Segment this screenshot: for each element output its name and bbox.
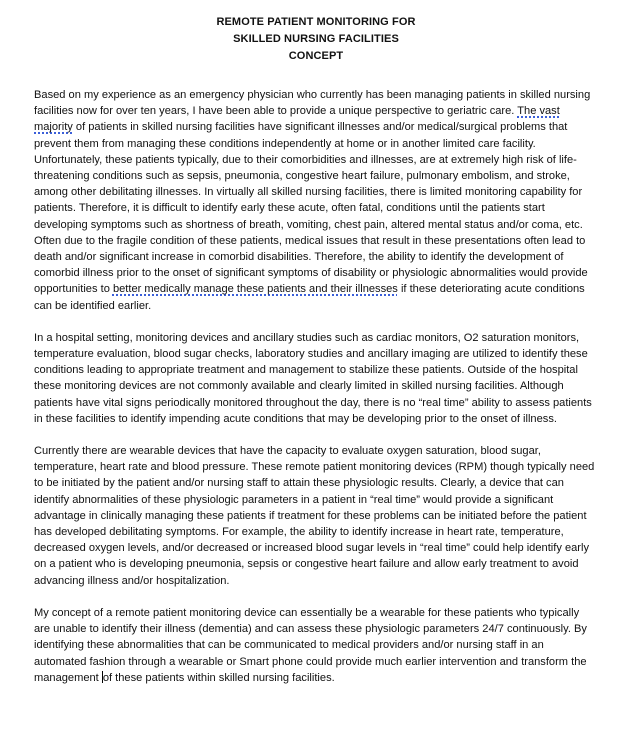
title-line-1: REMOTE PATIENT MONITORING FOR: [216, 16, 416, 28]
proofing-flag-1[interactable]: The vast majority: [34, 105, 560, 134]
paragraph-1-text-c: if these deteriorating acute conditions can be identified earlier.: [34, 283, 585, 312]
paragraph-2: In a hospital setting, monitoring devices and ancillary studies such as cardiac monitors, O2 saturation monitors, temperature evaluation, blood sugar checks, laboratory studies and ancillary imaging are utilized to identify these conditions leading to appropriate treatment and management to stabilize these patients. Outside of the hospital these monitoring devices are not commonly available and clearly limited in skilled nursing facilities. Although patients have vital signs periodically monitored throughout the day, there is no “real time” ability to assess patients in these facilities to identify impending acute conditions that may be developing prior to the onset of illness.: [34, 331, 592, 425]
paragraph-1: [34, 87, 598, 314]
proofing-flag-2[interactable]: better medically manage these patients and their illnesses: [112, 283, 398, 296]
document-title: [34, 14, 598, 65]
title-line-2: SKILLED NURSING FACILITIES: [233, 33, 399, 45]
paragraph-4-text-a: My concept of a remote patient monitoring device can essentially be a wearable for these patients who typically are unable to identify their illness (dementia) and can assess these physiologic parameters 24/7 continuously. By identifying these abnormalities that can be communicated to medical providers and/or nursing staff in an automated fashion through a wearable or Smart phone could provide much earlier intervention and transform the management: [34, 606, 587, 684]
paragraph-4: [34, 605, 598, 686]
title-line-3: CONCEPT: [288, 50, 344, 62]
paragraph-1-text-a: Based on my experience as an emergency physician who currently has been managing patients in skilled nursing facilities now for over ten years, I have been able to provide a unique perspective to geriatric care.: [34, 89, 591, 118]
paragraph-3: Currently there are wearable devices that have the capacity to evaluate oxygen saturation, blood sugar, temperature, heart rate and blood pressure. These remote patient monitoring devices (RPM) though typically need to be initiated by the patient and/or nursing staff to attain these physiologic results. Clearly, a device that can identify abnormalities of these physiologic parameters in a patient in “real time” would provide a significant advantage in clinically managing these patients if treatment for these problems can be initiated before the patient has developed debilitating symptoms. For example, the ability to identify increase in heart rate, temperature, decreased oxygen levels, and/or decreased or increased blood sugar levels in “real time” could help identify early on a patient who is developing pneumonia, sepsis or congestive heart failure and allow early treatment to avoid advancing illness and/or hospitalization.: [34, 445, 595, 587]
paragraph-1-text-b: of patients in skilled nursing facilities have significant illnesses and/or medical/surgical problems that prevent them from managing these conditions independently at home or in another limited care facility. Unfortunately, these patients typically, due to their comorbidities and illnesses, are at extremely high risk of life-threatening conditions such as sepsis, pneumonia, congestive heart failure, pulmonary embolism, and stroke, among other debilitating illnesses. In virtually all skilled nursing facilities, there is limited monitoring capability for patients. Therefore, it is difficult to identify early these acute, often fatal, conditions until the patients start developing symptoms such as shortness of breath, vomiting, chest pain, altered mental status and/or coma, etc. Often due to the fragile condition of these patients, medical issues that result in these presentations often lead to death and/or significant increase in comorbid disabilities. Therefore, the ability to identify the development of comorbid illness prior to the onset of significant symptoms of disability or physiologic abnormalities would provide opportunities to: [34, 121, 588, 296]
paragraph-4-text-b: of these patients within skilled nursing facilities.: [102, 671, 335, 684]
